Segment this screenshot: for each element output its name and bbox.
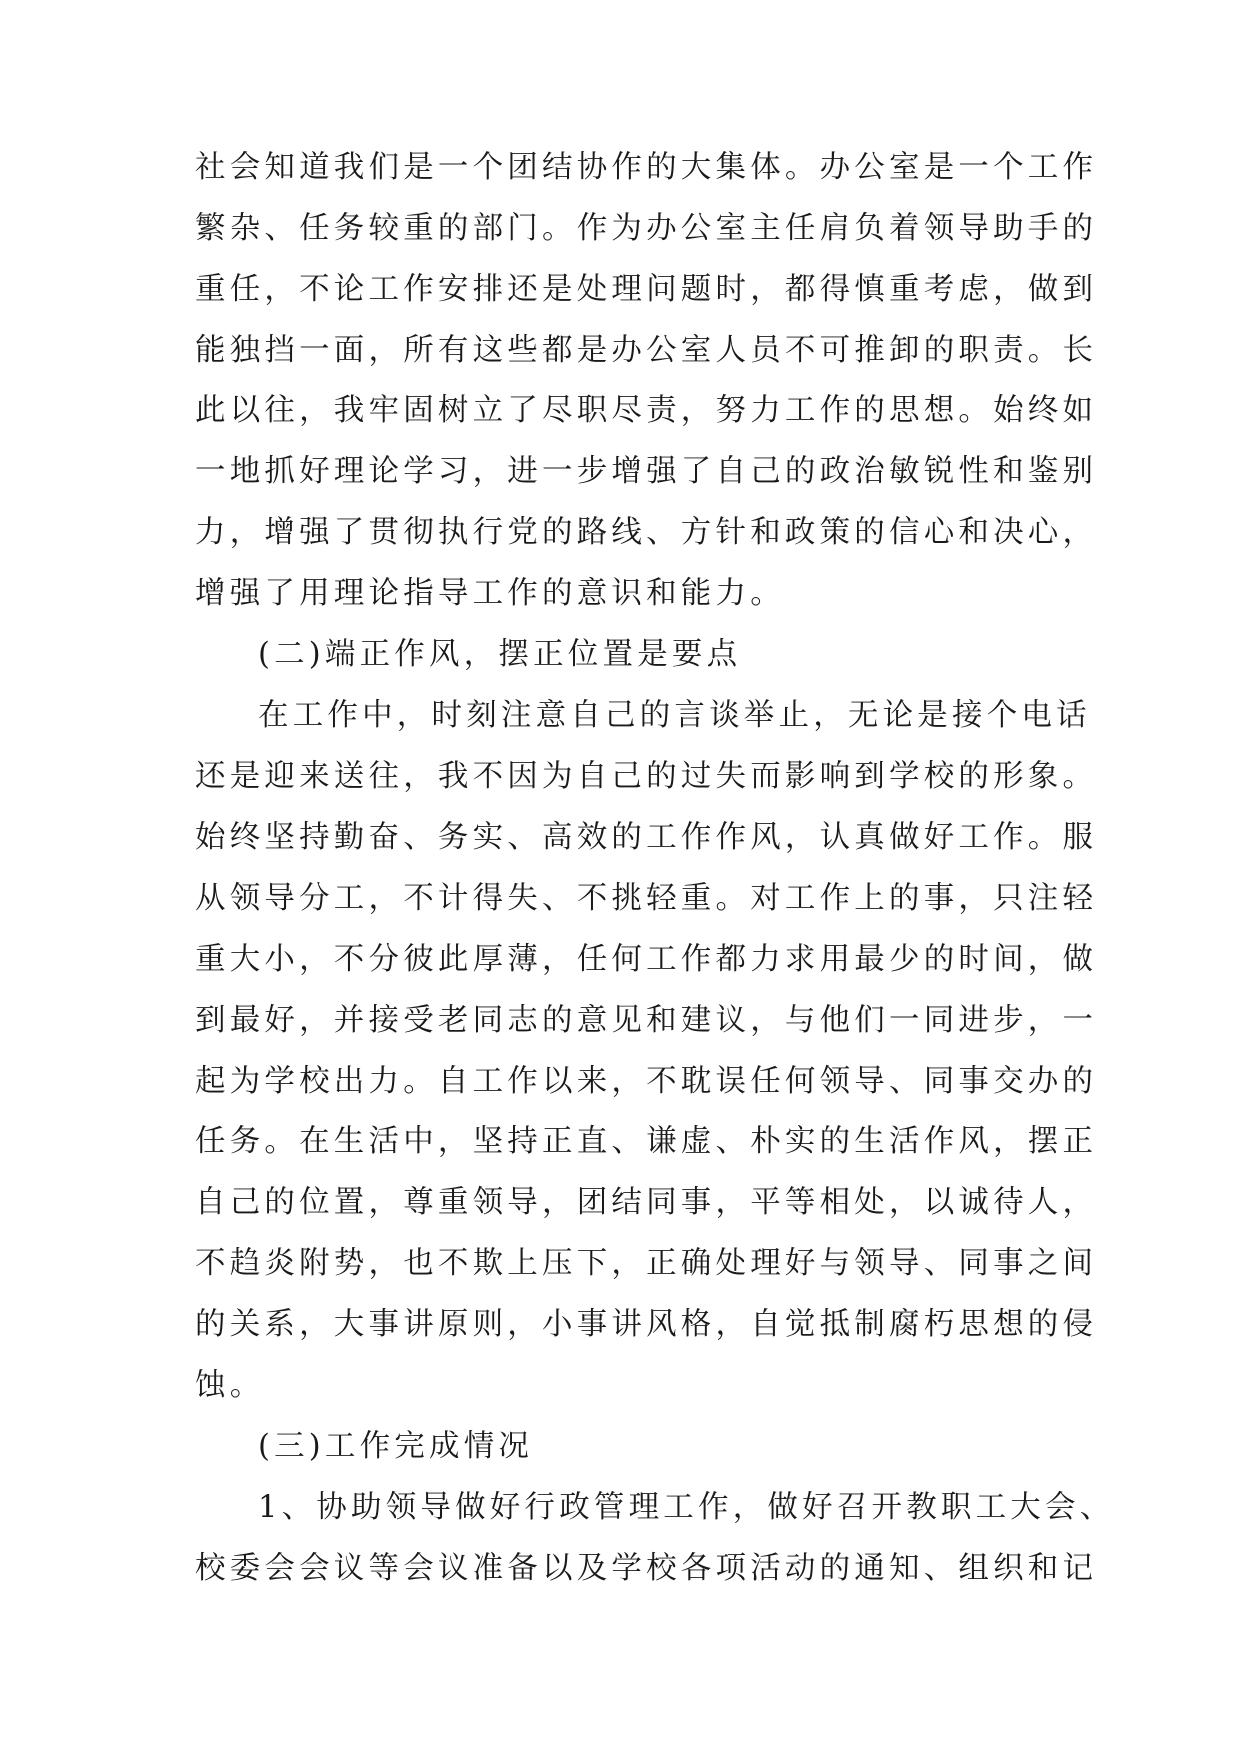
text-line: 繁杂、任务较重的部门。作为办公室主任肩负着领导助手的	[195, 211, 1098, 246]
text-line: 起为学校出力。自工作以来，不耽误任何领导、同事交办的	[195, 1064, 1098, 1099]
text-line: 一地抓好理论学习，进一步增强了自己的政治敏锐性和鉴别	[195, 454, 1098, 489]
section-heading: (三)工作完成情况	[258, 1429, 534, 1464]
text-line: 能独挡一面，所有这些都是办公室人员不可推卸的职责。长	[195, 333, 1098, 368]
text-line: 从领导分工，不计得失、不挑轻重。对工作上的事，只注轻	[195, 881, 1098, 916]
paragraph-first-line: 在工作中，时刻注意自己的言谈举止，无论是接个电话	[258, 698, 1091, 733]
text-line: 到最好，并接受老同志的意见和建议，与他们一同进步，一	[195, 1003, 1098, 1038]
text-line: 此以往，我牢固树立了尽职尽责，努力工作的思想。始终如	[195, 393, 1098, 428]
section-heading: (二)端正作风，摆正位置是要点	[258, 637, 742, 672]
text-line: 始终坚持勤奋、务实、高效的工作作风，认真做好工作。服	[195, 820, 1098, 855]
text-line: 重任，不论工作安排还是处理问题时，都得慎重考虑，做到	[195, 272, 1098, 307]
text-line: 还是迎来送往，我不因为自己的过失而影响到学校的形象。	[195, 759, 1098, 794]
text-line: 任务。在生活中，坚持正直、谦虚、朴实的生活作风，摆正	[195, 1124, 1098, 1159]
text-line: 不趋炎附势，也不欺上压下，正确处理好与领导、同事之间	[195, 1246, 1098, 1281]
text-line: 重大小，不分彼此厚薄，任何工作都力求用最少的时间，做	[195, 942, 1098, 977]
text-line: 蚀。	[195, 1368, 265, 1403]
list-item-first-line: 1、协助领导做好行政管理工作，做好召开教职工大会、	[258, 1490, 1115, 1525]
text-line: 的关系，大事讲原则，小事讲风格，自觉抵制腐朽思想的侵	[195, 1307, 1098, 1342]
text-line: 社会知道我们是一个团结协作的大集体。办公室是一个工作	[195, 150, 1098, 185]
text-line: 校委会会议等会议准备以及学校各项活动的通知、组织和记	[195, 1551, 1098, 1586]
text-line: 增强了用理论指导工作的意识和能力。	[195, 576, 785, 611]
text-line: 自己的位置，尊重领导，团结同事，平等相处，以诚待人，	[195, 1185, 1098, 1220]
text-line: 力，增强了贯彻执行党的路线、方针和政策的信心和决心，	[195, 515, 1098, 550]
